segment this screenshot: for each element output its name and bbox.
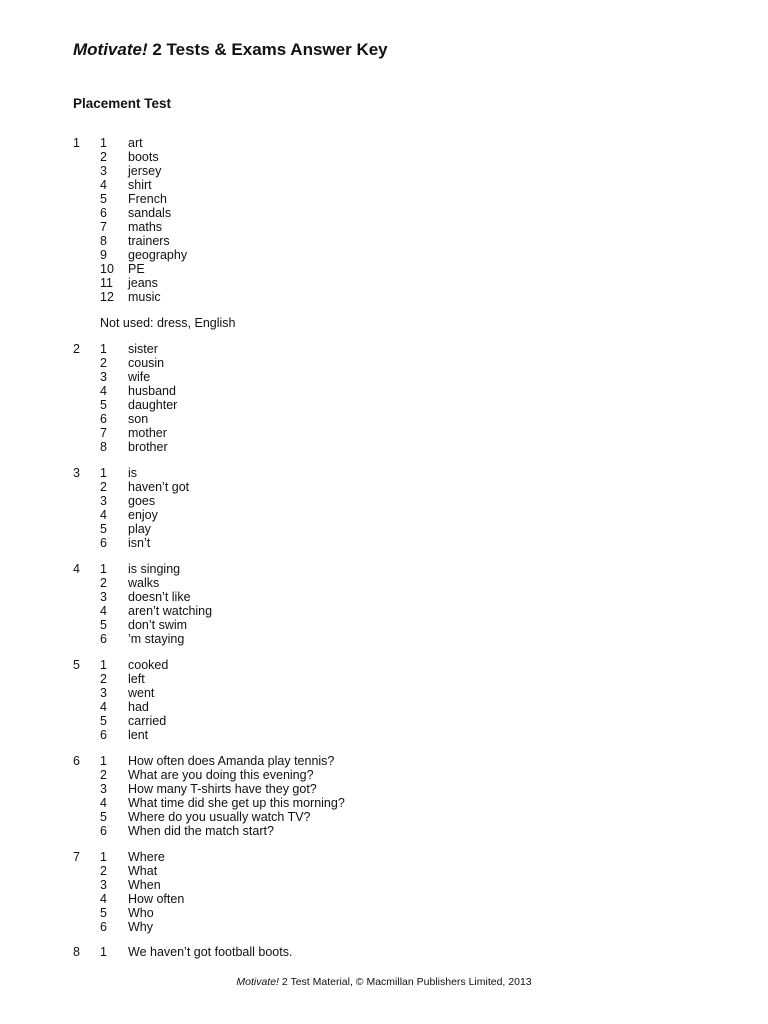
item-answer: boots	[128, 150, 159, 164]
answer-row	[100, 686, 673, 700]
item-answer: ’m staying	[128, 632, 185, 646]
answer-row	[100, 220, 673, 234]
item-number: 11	[100, 276, 113, 290]
item-number: 6	[100, 206, 107, 220]
section-number: 6	[73, 754, 80, 768]
answer-section	[73, 466, 673, 550]
item-number: 4	[100, 384, 107, 398]
item-number: 8	[100, 440, 107, 454]
answer-row	[100, 618, 673, 632]
answer-row	[100, 192, 673, 206]
item-answer: geography	[128, 248, 188, 262]
item-answer: Where do you usually watch TV?	[128, 810, 311, 824]
item-answer: left	[128, 672, 145, 686]
answer-row	[100, 356, 673, 370]
item-answer: daughter	[128, 398, 178, 412]
item-number: 6	[100, 920, 107, 934]
answer-row	[100, 480, 673, 494]
item-answer: lent	[128, 728, 149, 742]
section-number: 1	[73, 136, 80, 150]
answer-row	[100, 878, 673, 892]
answer-section	[73, 658, 673, 742]
answer-row	[100, 892, 673, 906]
answer-row	[100, 728, 673, 742]
item-number: 5	[100, 192, 107, 206]
page-footer	[0, 976, 768, 988]
item-answer: haven’t got	[128, 480, 190, 494]
answer-section	[73, 945, 673, 959]
item-number: 1	[100, 136, 107, 150]
item-number: 6	[100, 632, 107, 646]
answer-row	[100, 262, 673, 276]
item-number: 4	[100, 604, 107, 618]
item-answer: shirt	[128, 178, 152, 192]
item-number: 1	[100, 562, 107, 576]
page-title	[73, 40, 388, 60]
answer-section	[73, 562, 673, 646]
item-number: 5	[100, 618, 107, 632]
item-answer: son	[128, 412, 149, 426]
item-number: 3	[100, 494, 107, 508]
section-note: Not used: dress, English	[100, 316, 236, 330]
item-number: 3	[100, 590, 107, 604]
item-answer: don’t swim	[128, 618, 188, 632]
answer-list	[100, 658, 673, 742]
item-number: 5	[100, 398, 107, 412]
item-answer: enjoy	[128, 508, 158, 522]
footer-brand: Motivate!	[236, 976, 279, 988]
title-text: 2 Tests & Exams Answer Key	[147, 40, 388, 59]
item-number: 1	[100, 945, 107, 959]
answer-row	[100, 632, 673, 646]
item-answer: maths	[128, 220, 163, 234]
footer-text: 2 Test Material, © Macmillan Publishers Limited, 2013	[278, 976, 532, 988]
item-answer: went	[128, 686, 155, 700]
answer-row	[100, 164, 673, 178]
section-number: 5	[73, 658, 80, 672]
answer-row	[100, 672, 673, 686]
answer-row	[100, 522, 673, 536]
item-number: 7	[100, 426, 107, 440]
item-number: 9	[100, 248, 107, 262]
item-answer: sandals	[128, 206, 172, 220]
item-answer: music	[128, 290, 161, 304]
item-answer: had	[128, 700, 149, 714]
answer-list	[100, 945, 673, 959]
item-answer: husband	[128, 384, 176, 398]
item-number: 4	[100, 178, 107, 192]
item-number: 4	[100, 508, 107, 522]
answer-row	[100, 562, 673, 576]
item-answer: Why	[128, 920, 153, 934]
answer-row	[100, 768, 673, 782]
answer-row	[100, 398, 673, 412]
item-number: 1	[100, 466, 107, 480]
item-number: 7	[100, 220, 107, 234]
answer-row	[100, 754, 673, 768]
answer-sections	[73, 124, 673, 959]
item-number: 3	[100, 782, 107, 796]
item-answer: trainers	[128, 234, 170, 248]
item-answer: aren’t watching	[128, 604, 213, 618]
answer-row	[100, 590, 673, 604]
item-answer: sister	[128, 342, 158, 356]
item-number: 6	[100, 728, 107, 742]
answer-list	[100, 466, 673, 550]
answer-row	[100, 466, 673, 480]
item-answer: carried	[128, 714, 167, 728]
section-number: 4	[73, 562, 80, 576]
answer-row	[100, 810, 673, 824]
item-answer: How often does Amanda play tennis?	[128, 754, 335, 768]
item-number: 8	[100, 234, 107, 248]
item-answer: When did the match start?	[128, 824, 274, 838]
item-number: 1	[100, 342, 107, 356]
item-number: 2	[100, 150, 107, 164]
answer-row	[100, 150, 673, 164]
answer-row	[100, 906, 673, 920]
item-number: 3	[100, 686, 107, 700]
item-answer: is	[128, 466, 138, 480]
item-answer: cooked	[128, 658, 169, 672]
answer-row	[100, 604, 673, 618]
item-number: 1	[100, 850, 107, 864]
answer-row	[100, 658, 673, 672]
item-number: 2	[100, 356, 107, 370]
answer-row	[100, 576, 673, 590]
item-answer: mother	[128, 426, 167, 440]
item-number: 2	[100, 768, 107, 782]
item-answer: jeans	[128, 276, 158, 290]
answer-row	[100, 290, 673, 304]
item-answer: We haven’t got football boots.	[128, 945, 293, 959]
answer-row	[100, 234, 673, 248]
item-number: 6	[100, 412, 107, 426]
answer-row	[100, 920, 673, 934]
item-number: 4	[100, 700, 107, 714]
section-number: 2	[73, 342, 80, 356]
item-answer: goes	[128, 494, 156, 508]
item-number: 12	[100, 290, 114, 304]
answer-row	[100, 796, 673, 810]
item-number: 1	[100, 754, 107, 768]
answer-list	[100, 136, 673, 304]
item-answer: Where	[128, 850, 165, 864]
item-answer: Who	[128, 906, 154, 920]
item-answer: art	[128, 136, 143, 150]
item-answer: What are you doing this evening?	[128, 768, 314, 782]
answer-row	[100, 700, 673, 714]
item-number: 3	[100, 370, 107, 384]
item-number: 1	[100, 658, 107, 672]
item-answer: cousin	[128, 356, 165, 370]
item-number: 6	[100, 824, 107, 838]
item-number: 3	[100, 164, 107, 178]
section-number: 3	[73, 466, 80, 480]
answer-row	[100, 864, 673, 878]
answer-section	[73, 754, 673, 838]
answer-list	[100, 850, 673, 934]
answer-row	[100, 782, 673, 796]
item-answer: jersey	[128, 164, 162, 178]
item-answer: walks	[128, 576, 160, 590]
answer-row	[100, 945, 673, 959]
answer-row	[100, 850, 673, 864]
item-answer: wife	[128, 370, 151, 384]
item-number: 10	[100, 262, 114, 276]
item-answer: What time did she get up this morning?	[128, 796, 345, 810]
item-answer: French	[128, 192, 167, 206]
item-answer: doesn’t like	[128, 590, 191, 604]
answer-list	[100, 562, 673, 646]
item-number: 5	[100, 906, 107, 920]
section-number: 7	[73, 850, 80, 864]
item-answer: How often	[128, 892, 185, 906]
item-number: 2	[100, 576, 107, 590]
item-number: 4	[100, 892, 107, 906]
answer-row	[100, 824, 673, 838]
answer-row	[100, 178, 673, 192]
section-heading: Placement Test	[73, 96, 172, 111]
item-number: 2	[100, 864, 107, 878]
item-number: 6	[100, 536, 107, 550]
item-answer: brother	[128, 440, 168, 454]
item-number: 4	[100, 796, 107, 810]
item-answer: How many T-shirts have they got?	[128, 782, 317, 796]
answer-row	[100, 342, 673, 356]
answer-row	[100, 426, 673, 440]
answer-row	[100, 440, 673, 454]
section-number: 8	[73, 945, 80, 959]
answer-row	[100, 206, 673, 220]
answer-list	[100, 754, 673, 838]
item-answer: What	[128, 864, 158, 878]
item-number: 2	[100, 672, 107, 686]
answer-row	[100, 536, 673, 550]
answer-row	[100, 714, 673, 728]
answer-section	[73, 136, 673, 330]
answer-row	[100, 494, 673, 508]
item-answer: isn’t	[128, 536, 151, 550]
answer-section	[73, 850, 673, 934]
item-number: 5	[100, 810, 107, 824]
answer-section	[73, 342, 673, 454]
answer-list	[100, 342, 673, 454]
item-answer: PE	[128, 262, 145, 276]
item-number: 2	[100, 480, 107, 494]
item-number: 3	[100, 878, 107, 892]
item-answer: is singing	[128, 562, 181, 576]
item-number: 5	[100, 714, 107, 728]
answer-row	[100, 136, 673, 150]
answer-row	[100, 276, 673, 290]
answer-row	[100, 412, 673, 426]
title-brand: Motivate!	[73, 40, 148, 59]
answer-row	[100, 384, 673, 398]
answer-row	[100, 248, 673, 262]
item-answer: When	[128, 878, 161, 892]
answer-row	[100, 370, 673, 384]
item-answer: play	[128, 522, 151, 536]
item-number: 5	[100, 522, 107, 536]
answer-row	[100, 508, 673, 522]
